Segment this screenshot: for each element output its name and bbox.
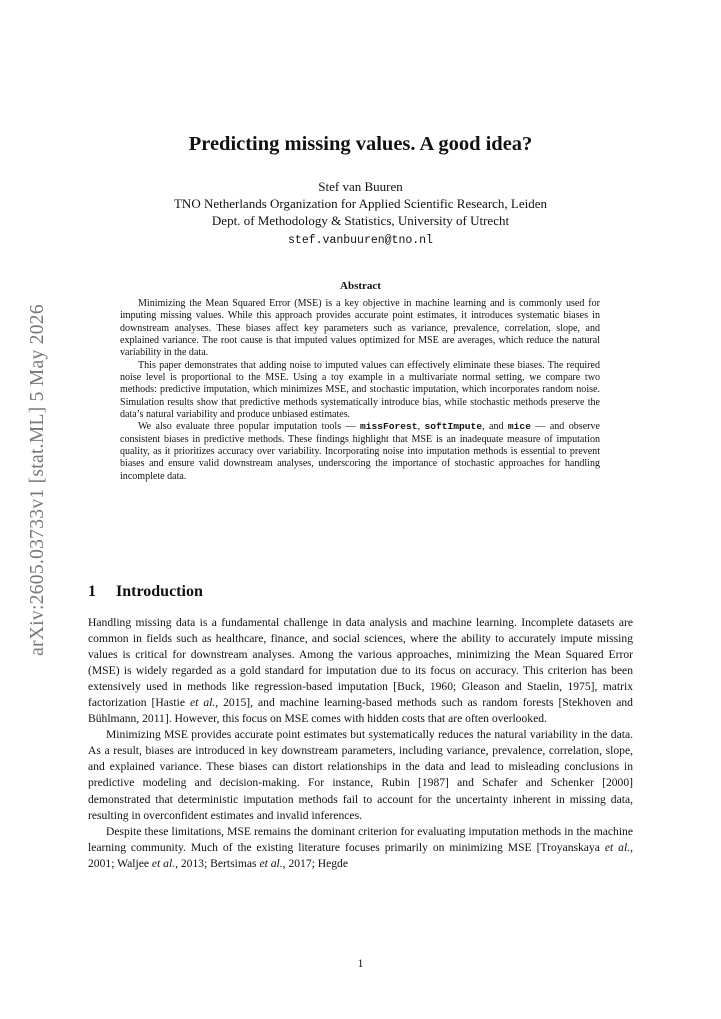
body-paragraph-1 — [88, 615, 633, 727]
body-paragraph-3 — [88, 824, 633, 872]
et-al: et al. — [604, 840, 631, 854]
et-al: et al. — [259, 856, 283, 870]
abstract-paragraph-1: Minimizing the Mean Squared Error (MSE) is a key objective in machine learning and is commonly used for imputing missing values. While this approach provides accurate point estimates, it introduces systematic biases in downstream analyses. These biases affect key parameters such as variance, prevalence, correlation, slope, and explained variance. The root cause is that imputed values optimized for MSE are averages, which reduce the natural variability in the data. — [120, 298, 600, 359]
body-text-run: , 2017; Hegde — [282, 856, 349, 870]
paper-title: Predicting missing values. A good idea? — [188, 133, 533, 155]
body-text-run: , 2015], and machine learning-based methods such as random forests [Stekhoven and Bühlmann, 2011]. However, this focus on MSE comes with hidden costs that are often overlooked. — [88, 696, 633, 726]
section-number: 1 — [88, 583, 96, 600]
abstract-paragraph-2: This paper demonstrates that adding noise to imputed values can effectively eliminate these biases. The required noise level is proportional to the MSE. Using a toy example in a multivariate normal setting, we compare two methods: predictive imputation, which minimizes MSE, and stochastic imputation, which incorporates random noise. Simulation results show that predictive methods systematically introduce bias, while stochastic methods preserve the data’s natural variability and produce unbiased estimates. — [120, 359, 600, 421]
body-text-run: , 2001; Waljee — [88, 840, 633, 870]
body-text — [88, 615, 633, 872]
abstract-p3-text: We also evaluate three popular imputation tools — — [138, 421, 360, 433]
abstract-p3-separator: , — [417, 421, 425, 433]
tool-mice: mice — [507, 421, 531, 433]
body-text-run: , 2013; Bertsimas — [175, 856, 260, 870]
tool-missforest: missForest — [359, 421, 418, 433]
section-heading — [88, 583, 203, 601]
body-paragraph-2: Minimizing MSE provides accurate point estimates but systematically reduces the natural variability in the data. As a result, biases are introduced in key downstream parameters, including variance, prevalence, correlation, slope, and explained variance. These biases can distort relationships in the data and lead to misleading conclusions in predictive modeling and decision-making. For instance, Rubin [1987] and Schafer and Schenker [2000] demonstrated that deterministic imputation methods fail to account for the uncertainty inherent in missing data, resulting in overconfident estimates and invalid inferences. — [88, 728, 633, 822]
page-number: 1 — [357, 958, 364, 970]
author-name: Stef van Buuren — [318, 179, 403, 194]
abstract — [120, 298, 600, 483]
author-affiliation-2: Dept. of Methodology & Statistics, University of Utrecht — [211, 213, 510, 228]
abstract-p3-separator: , and — [482, 421, 508, 433]
et-al: et al. — [189, 696, 216, 710]
author-affiliation-1: TNO Netherlands Organization for Applied Scientific Research, Leiden — [173, 196, 548, 211]
body-text-run: Despite these limitations, MSE remains the dominant criterion for evaluating imputation methods in the machine learning community. Much of the existing literature focuses primarily on minimizing MSE [Troyanskaya — [88, 824, 633, 854]
abstract-p3-text: — and observe consistent biases in predictive methods. These findings highlight that MSE is an inadequate measure of imputation quality, as it prioritizes accuracy over variability. Incorporating noise into imputation methods is essential to prevent biases and ensure valid downstream analyses, underscoring the importance of stochastic approaches for handling incomplete data. — [120, 421, 600, 482]
arxiv-stamp-text: arXiv:2605.03733v1 [stat.ML] 5 May 2026 — [27, 304, 48, 656]
author-email: stef.vanbuuren@tno.nl — [288, 234, 433, 247]
abstract-paragraph-3 — [120, 421, 600, 483]
author-email-line — [0, 231, 721, 247]
body-text-run: Handling missing data is a fundamental challenge in data analysis and machine learning. Incomplete datasets are common in fields such as healthcare, finance, and social sciences, where the ability to accurately impute missing values is critical for downstream analyses. Among the various approaches, minimizing the Mean Squared Error (MSE) is widely regarded as a gold standard for imputation due to its focus on accuracy. This criterion has been extensively used in methods like regression-based imputation [Buck, 1960; Gleason and Staelin, 1975], matrix factorization [Hastie — [88, 616, 633, 710]
tool-softimpute: softImpute — [424, 421, 483, 433]
et-al: et al. — [151, 856, 176, 870]
abstract-heading: Abstract — [340, 280, 381, 292]
section-title: Introduction — [116, 583, 203, 600]
